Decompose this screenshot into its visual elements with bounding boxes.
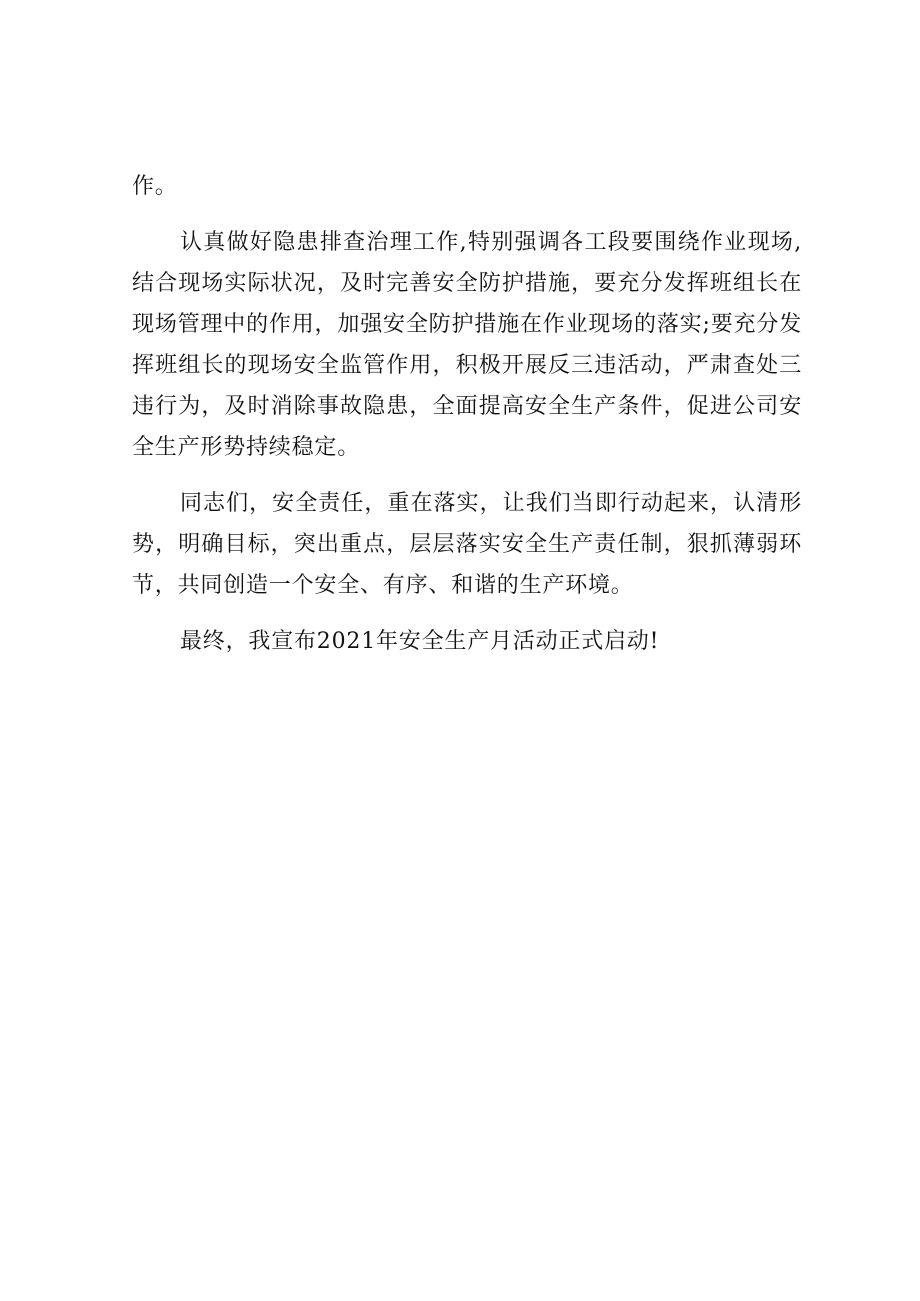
document-body [132, 166, 802, 662]
paragraph-safety-responsibility: 同志们，安全责任，重在落实，让我们当即行动起来，认清形势，明确目标，突出重点，层层落实安全生产责任制，狠抓薄弱环节，共同创造一个安全、有序、和谐的生产环境。 [132, 491, 802, 598]
paragraph-hazard-inspection: 认真做好隐患排查治理工作,特别强调各工段要围绕作业现场,结合现场实际状况，及时完善安全防护措施，要充分发挥班组长在现场管理中的作用，加强安全防护措施在作业现场的落实;要充分发挥班组长的现场安全监管作用，积极开展反三违活动，严肃查处三违行为，及时消除事故隐患，全面提高安全生产条件，促进公司安全生产形势持续稳定。 [132, 230, 802, 460]
paragraph-continuation: 作。 [132, 174, 178, 199]
paragraph-announcement: 最终，我宣布2021年安全生产月活动正式启动! [180, 629, 660, 654]
